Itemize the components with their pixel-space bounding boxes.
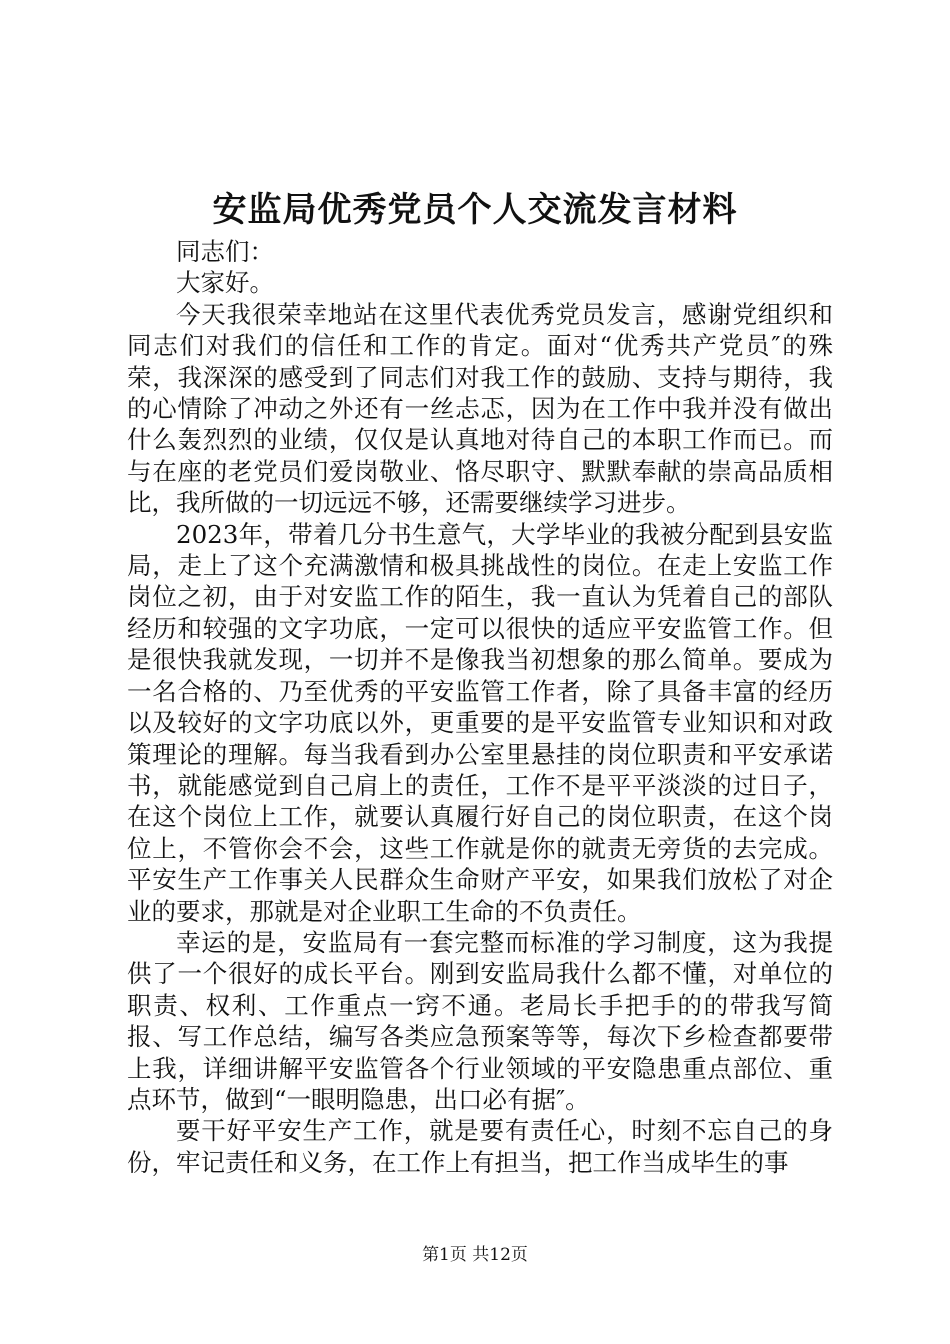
- greeting: 大家好。: [176, 268, 274, 298]
- document-title: 安监局优秀党员个人交流发言材料: [212, 190, 738, 230]
- body-paragraph: 幸运的是，安监局有一套完整而标准的学习制度，这为我提供了一个很好的成长平台。刚到安监局我什么都不懂，对单位的职责、权利、工作重点一窍不通。老局长手把手的的带我写简报、写工作总结，编写各类应急预案等等，每次下乡检查都要带上我，详细讲解平安监管各个行业领域的平安隐患重点部位、重点环节，做到“一眼明隐患，出口必有据″。: [127, 927, 833, 1114]
- body-paragraph: 要干好平安生产工作，就是要有责任心，时刻不忘自己的身份，牢记责任和义务，在工作上有担当，把工作当成毕生的事: [127, 1116, 833, 1177]
- salutation: 同志们：: [176, 237, 274, 266]
- body-paragraph: 2023年，带着几分书生意气，大学毕业的我被分配到县安监局，走上了这个充满激情和极具挑战性的岗位。在走上安监工作岗位之初，由于对安监工作的陌生，我一直认为凭着自己的部队经历和较强的文字功底，一定可以很快的适应平安监管工作。但是很快我就发现，一切并不是像我当初想象的那么简单。要成为一名合格的、乃至优秀的平安监管工作者，除了具备丰富的经历以及较好的文字功底以外，更重要的是平安监管专业知识和对政策理论的理解。每当我看到办公室里悬挂的岗位职责和平安承诺书，就能感觉到自己肩上的责任，工作不是平平淡淡的过日子，在这个岗位上工作，就要认真履行好自己的岗位职责，在这个岗位上，不管你会不会，这些工作就是你的就责无旁货的去完成。平安生产工作事关人民群众生命财产平安，如果我们放松了对企业的要求，那就是对企业职工生命的不负责任。: [127, 519, 833, 926]
- body-paragraph: 今天我很荣幸地站在这里代表优秀党员发言，感谢党组织和同志们对我们的信任和工作的肯定。面对“优秀共产党员″的殊荣，我深深的感受到了同志们对我工作的鼓励、支持与期待，我的心情除了冲动之外还有一丝忐忑，因为在工作中我并没有做出什么轰烈烈的业绩，仅仅是认真地对待自己的本职工作而已。而与在座的老党员们爱岗敬业、恪尽职守、默默奉献的崇高品质相比，我所做的一切远远不够，还需要继续学习进步。: [127, 299, 833, 518]
- document-body: [127, 236, 833, 1178]
- page-number-footer: 第1页 共12页: [422, 1245, 528, 1265]
